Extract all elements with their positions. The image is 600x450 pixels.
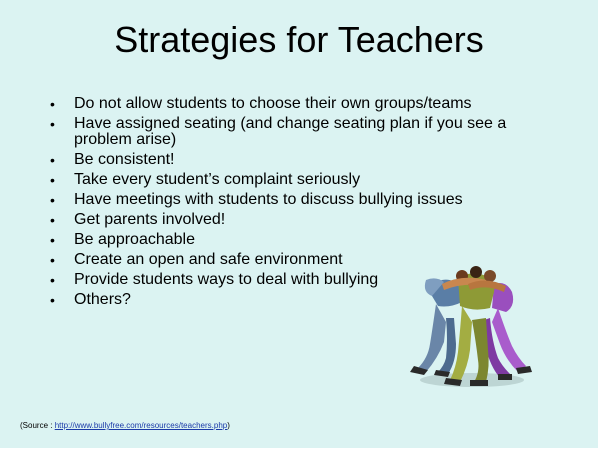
bullet-text: Do not allow students to choose their own groups/teams [74,95,472,112]
bullet-glyph: • [50,212,55,228]
bullet-glyph: • [50,292,55,308]
bullet-text: Be consistent! [74,151,175,168]
bullet-item [50,96,550,112]
bullet-glyph: • [50,116,55,132]
bullet-text: Create an open and safe environment [74,251,343,268]
bullet-text: Have assigned seating (and change seating plan if you see a problem arise) [74,115,507,148]
slide-title: Strategies for Teachers [114,19,484,60]
source-link[interactable]: http://www.bullyfree.com/resources/teachers.php [54,421,228,430]
bullet-item [50,232,550,248]
bullet-text: Others? [74,291,131,308]
bullet-text: Take every student’s complaint seriously [74,171,361,188]
bullet-text: Get parents involved! [74,211,226,228]
bullet-glyph: • [50,192,55,208]
bullet-item [50,172,550,188]
bullet-item [50,192,550,208]
bullet-glyph: • [50,96,55,112]
bullet-glyph: • [50,272,55,288]
bullet-text: Be approachable [74,231,195,248]
source-prefix: (Source : [20,421,55,430]
huddled-people-clipart [402,262,538,390]
head-shape [470,266,482,278]
bullet-glyph: • [50,252,55,268]
bullet-glyph: • [50,152,55,168]
bullet-text: Have meetings with students to discuss bullying issues [74,191,463,208]
source-suffix: ) [227,421,230,430]
bullet-text: Provide students ways to deal with bullying [74,271,379,288]
bullet-item [50,152,550,168]
bullet-item [50,212,550,228]
bullet-glyph: • [50,232,55,248]
source-citation [20,421,230,431]
bullet-item [50,116,550,148]
person-left-figure [410,278,462,377]
bullet-glyph: • [50,172,55,188]
